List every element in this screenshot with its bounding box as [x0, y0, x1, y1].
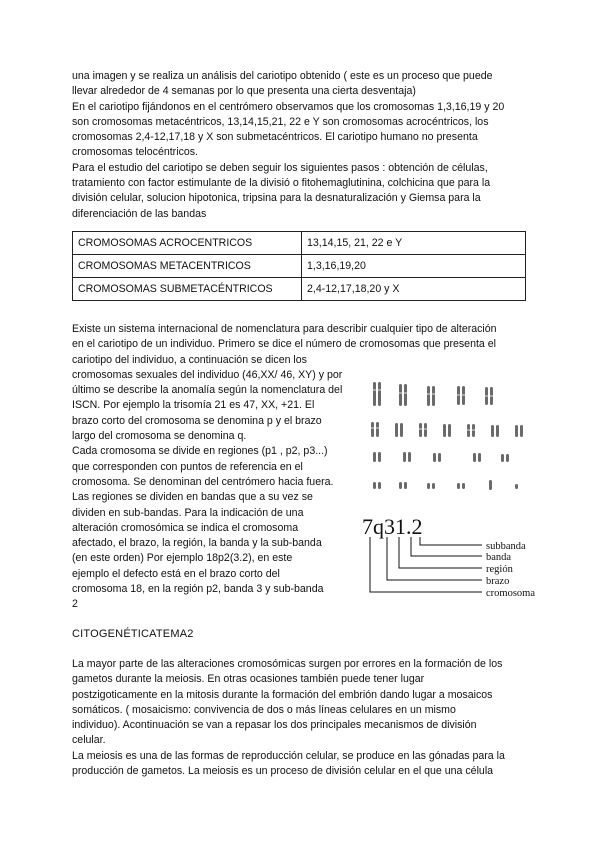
- intro-paragraph: [72, 69, 530, 222]
- text-line: Cada cromosoma se divide en regiones (p1 , p2, p3...): [72, 445, 328, 458]
- text-line: son cromosomas metacéntricos, 13,14,15,21, 22 e Y son cromosomas acrocéntricos, los: [72, 115, 489, 128]
- label-subbanda: subbanda: [486, 541, 526, 552]
- text-line: llevar alrededor de 4 semanas por lo que presenta una cierta desventaja): [72, 85, 416, 98]
- table-cell-type: CROMOSOMAS METACENTRICOS: [73, 255, 302, 278]
- text-line: cromosoma. Se denominan del centrómero hacia fuera.: [72, 475, 334, 488]
- table-row: [73, 232, 526, 255]
- nomenclature-paragraph-top: [72, 322, 530, 353]
- text-line: largo del cromosoma se denomina q.: [72, 430, 247, 443]
- text-line: ISCN. Por ejemplo la trisomía 21 es 47, XX, +21. El: [72, 399, 315, 412]
- table-cell-chromosomes: 2,4-12,17,18,20 y X: [302, 278, 526, 301]
- nomenclature-paragraph-column: [72, 353, 362, 613]
- text-line: 2: [72, 598, 78, 611]
- text-line: ejemplo el defecto está en el brazo corto del: [72, 567, 280, 580]
- text-line: cromosoma 18, en la región p2, banda 3 y sub-banda: [72, 583, 324, 596]
- section-heading: CITOGENÉTICATEMA2: [72, 628, 194, 640]
- text-line: producción de gametos. La meiosis es un proceso de división celular en el que una célula: [72, 765, 494, 778]
- text-line: somáticos. ( mosaicismo: convivencia de dos o más líneas celulares en un mismo: [72, 703, 456, 716]
- text-line: (en este orden) Por ejemplo 18p2(3.2), en este: [72, 552, 293, 565]
- text-line: Para el estudio del cariotipo se deben seguir los siguientes pasos : obtención de células,: [72, 161, 488, 174]
- text-line: división celular, solucion hipotonica, tripsina para la desnaturalización y Giemsa para la: [72, 192, 481, 205]
- text-line: diferenciación de las bandas: [72, 207, 207, 220]
- table-cell-type: CROMOSOMAS SUBMETACÉNTRICOS: [73, 278, 302, 301]
- text-line: La mayor parte de las alteraciones cromosómicas surgen por errores en la formación de los: [72, 658, 503, 670]
- karyotype-image: [365, 368, 543, 496]
- text-line: tratamiento con factor estimulante de la divisió o fitohemaglutinina, colchicina que para la: [72, 177, 491, 190]
- text-line: individuo). Acontinuación se van a repasar los dos principales mecanismos de división: [72, 719, 477, 732]
- text-line: brazo corto del cromosoma se denomina p y el brazo: [72, 414, 322, 427]
- text-line: cromosomas sexuales del individuo (46,XX/ 46, XY) y por: [72, 368, 343, 381]
- text-line: En el cariotipo fijándonos en el centrómero observamos que los cromosomas 1,3,16,19 y 20: [72, 100, 505, 113]
- text-line: Existe un sistema internacional de nomenclatura para describir cualquier tipo de alteración: [72, 323, 497, 335]
- text-line: cariotipo del individuo, a continuación se dicen los: [72, 353, 307, 366]
- text-line: cromosomas telocéntricos.: [72, 146, 198, 159]
- text-line: una imagen y se realiza un análisis del cariotipo obtenido ( este es un proceso que puede: [72, 70, 493, 82]
- text-line: gametos durante la meiosis. En otras ocasiones también puede tener lugar: [72, 673, 425, 686]
- band-code-label: 7q31.2: [362, 514, 423, 539]
- text-line: cromosomas 2,4-12,17,18 y X son submetacéntricos. El cariotipo humano no presenta: [72, 131, 478, 144]
- label-banda: banda: [486, 552, 512, 563]
- text-line: alteración cromosómica se indica el cromosoma: [72, 521, 299, 534]
- label-cromosoma: cromosoma: [486, 588, 535, 599]
- text-line: dividen en sub-bandas. Para la indicación de una: [72, 506, 304, 519]
- text-line: afectado, el brazo, la región, la banda y la sub-banda: [72, 537, 322, 550]
- table-cell-type: CROMOSOMAS ACROCENTRICOS: [73, 232, 302, 255]
- text-line: postzigoticamente en la mitosis durante la formación del embrión dando lugar a mosaicos: [72, 688, 493, 701]
- text-line: La meiosis es una de las formas de reproducción celular, se produce en las gónadas para la: [72, 749, 505, 762]
- section-body-paragraph: [72, 657, 530, 779]
- label-region: región: [486, 564, 513, 575]
- band-nomenclature-diagram: [362, 512, 552, 604]
- text-line: celular.: [72, 734, 106, 747]
- table-cell-chromosomes: 1,3,16,19,20: [302, 255, 526, 278]
- chromosome-type-table: [72, 231, 526, 301]
- table-row: [73, 255, 526, 278]
- table-row: [73, 278, 526, 301]
- text-line: Las regiones se dividen en bandas que a su vez se: [72, 491, 313, 504]
- table-cell-chromosomes: 13,14,15, 21, 22 e Y: [302, 232, 526, 255]
- text-line: que corresponden con puntos de referencia en el: [72, 460, 303, 473]
- text-line: último se describe la anomalía según la nomenclatura del: [72, 384, 343, 397]
- label-brazo: brazo: [486, 576, 510, 587]
- text-line: en el cariotipo de un individuo. Primero se dice el número de cromosomas que presenta el: [72, 338, 496, 351]
